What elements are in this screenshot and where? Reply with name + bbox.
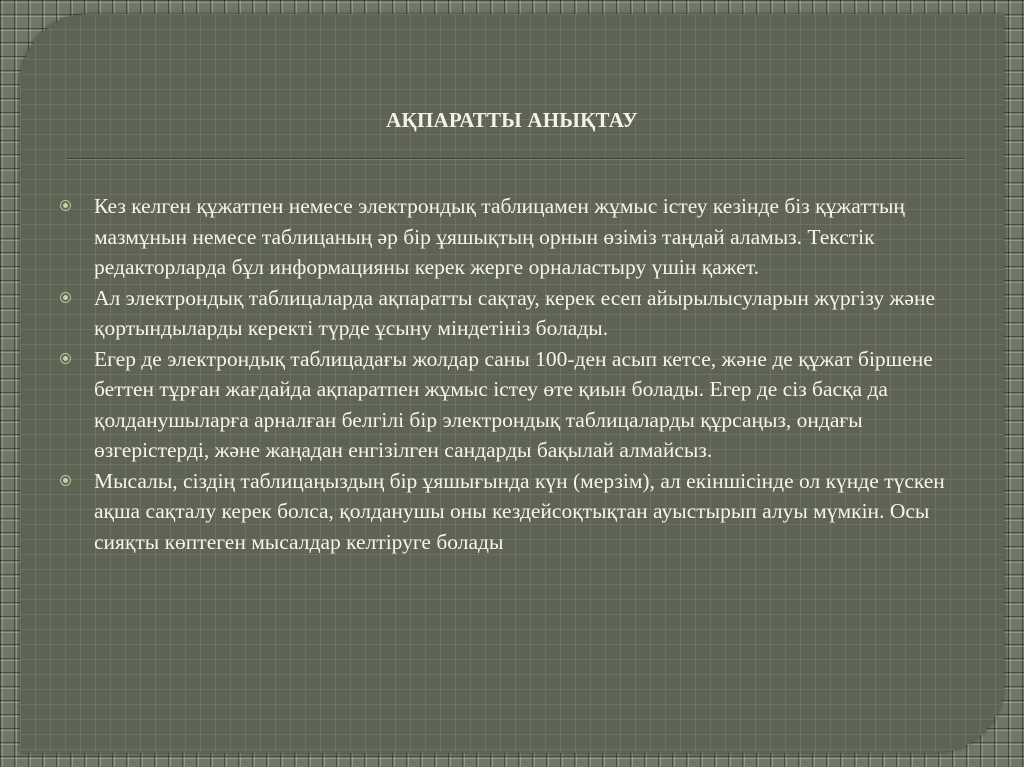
circle-dot-bullet-icon [60, 353, 71, 364]
bullet-text: Ал электрондық таблицаларда ақпаратты сақтау, керек есеп айырылысуларын жүргізу және қортындыларды керекті түрде ұсыну міндетініз болады. [94, 285, 935, 340]
circle-dot-bullet-icon [60, 475, 71, 486]
slide-panel [20, 14, 1004, 753]
bullet-list [60, 191, 980, 557]
bullet-text: Кез келген құжатпен немесе электрондық таблицамен жұмыс істеу кезінде біз құжаттың мазмұнын немесе таблицаның әр бір ұяшықтың орнын өзіміз таңдай аламыз. Текстік редакторларда бұл информацияны керек жерге орналастыру үшін қажет. [94, 194, 905, 279]
bullet-item [60, 466, 980, 558]
bullet-item [60, 283, 980, 344]
circle-dot-bullet-icon [60, 292, 71, 303]
bullet-text: Мысалы, сіздің таблицаңыздың бір ұяшығында күн (мерзім), ал екіншісінде ол күнде түскен ақша сақталу керек болса, қолданушы оны кездейсоқтықтан ауыстырып алуы мүмкін. Осы сияқты көптеген мысалдар келтіруге болады [94, 468, 945, 554]
circle-dot-bullet-icon [60, 200, 71, 211]
title-divider [66, 158, 964, 159]
bullet-text: Егер де электрондық таблицадағы жолдар саны 100-ден асып кетсе, және де құжат біршене беттен тұрған жағдайда ақпаратпен жұмыс істеу өте қиын болады. Егер де сіз басқа да қолданушыларға арналған белгілі бір электрондық таблицаларды құрсаңыз, ондағы өзгерістерді, және жаңадан енгізілген сандарды бақылай алмайсыз. [94, 346, 933, 462]
bullet-item [60, 191, 980, 283]
slide-title: АҚПАРАТТЫ АНЫҚТАУ [386, 108, 638, 132]
bullet-item [60, 344, 980, 466]
